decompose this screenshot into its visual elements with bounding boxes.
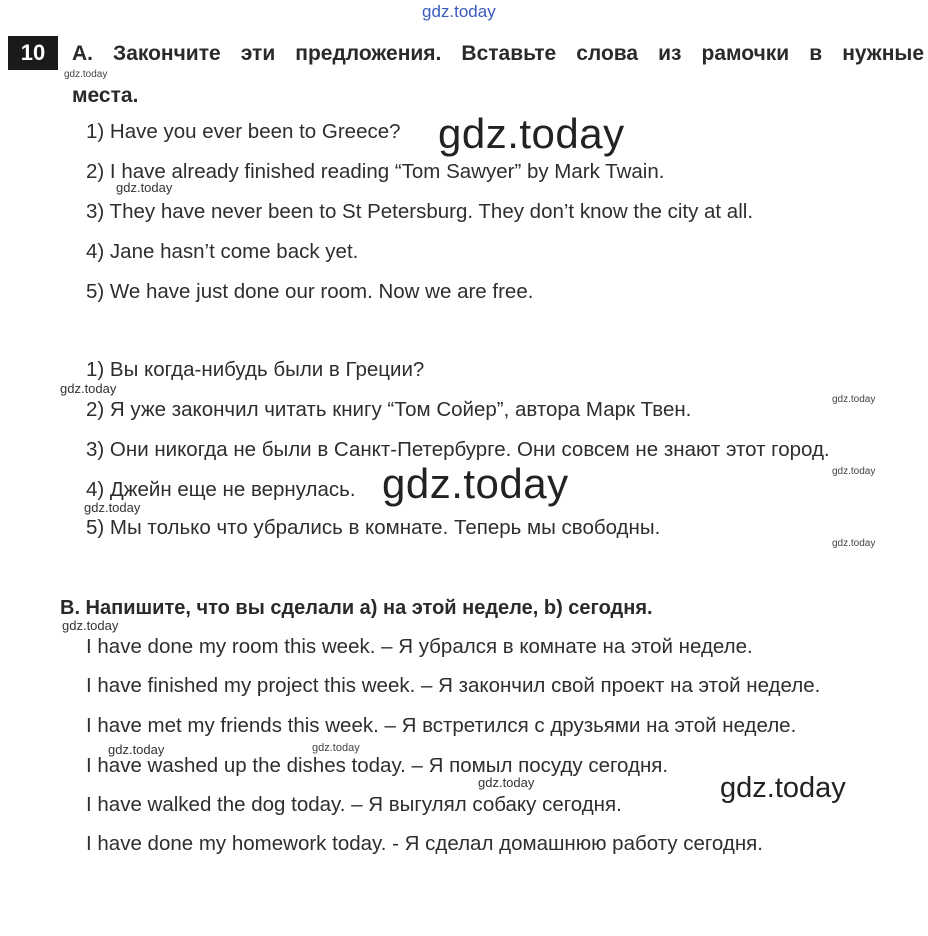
russian-sentence-1: 1) Вы когда-нибудь были в Греции? [86,358,425,381]
watermark-small: gdz.today [60,381,117,396]
watermark-large: gdz.today [438,110,625,157]
watermark-small: gdz.today [116,180,173,195]
part-a-heading-line2: места. [72,84,139,107]
part-b-line-2: I have finished my project this week. – Я закончил свой проект на этой неделе. [86,674,821,697]
english-sentence-5: 5) We have just done our room. Now we are free. [86,280,534,303]
watermark-small: gdz.today [108,742,165,757]
watermark-large: gdz.today [382,460,569,507]
english-sentence-1: 1) Have you ever been to Greece? [86,120,401,143]
part-b-line-5: I have walked the dog today. – Я выгулял собаку сегодня. [86,793,622,816]
russian-sentence-5: 5) Мы только что убрались в комнате. Теперь мы свободны. [86,516,661,539]
part-a-heading-line1: A. Закончите эти предложения. Вставьте слова из рамочки в нужные [72,42,924,65]
english-sentence-2: 2) I have already finished reading “Tom Sawyer” by Mark Twain. [86,160,665,183]
task-number-badge: 10 [8,36,58,70]
watermark-tiny: gdz.today [832,394,876,405]
russian-sentence-4: 4) Джейн еще не вернулась. [86,478,356,501]
part-b-heading: B. Напишите, что вы сделали a) на этой неделе, b) сегодня. [60,597,653,619]
watermark-medium: gdz.today [720,772,846,804]
watermark-small: gdz.today [64,69,108,80]
watermark-tiny: gdz.today [832,538,876,549]
watermark-small: gdz.today [84,500,141,515]
watermark-tiny: gdz.today [832,466,876,477]
part-b-line-3: I have met my friends this week. – Я встретился с друзьями на этой неделе. [86,714,797,737]
watermark-small: gdz.today [478,775,535,790]
russian-sentence-2: 2) Я уже закончил читать книгу “Том Сойер”, автора Марк Твен. [86,398,692,421]
english-sentence-3: 3) They have never been to St Petersburg. They don’t know the city at all. [86,200,754,223]
english-sentence-4: 4) Jane hasn’t come back yet. [86,240,359,263]
watermark-top: gdz.today [422,2,496,21]
part-b-line-6: I have done my homework today. - Я сделал домашнюю работу сегодня. [86,832,763,855]
russian-sentence-3: 3) Они никогда не были в Санкт-Петербурге. Они совсем не знают этот город. [86,438,830,461]
watermark-tiny: gdz.today [312,742,360,754]
part-b-line-4: I have washed up the dishes today. – Я помыл посуду сегодня. [86,754,669,777]
part-b-line-1: I have done my room this week. – Я убрался в комнате на этой неделе. [86,635,753,658]
watermark-small: gdz.today [62,618,119,633]
